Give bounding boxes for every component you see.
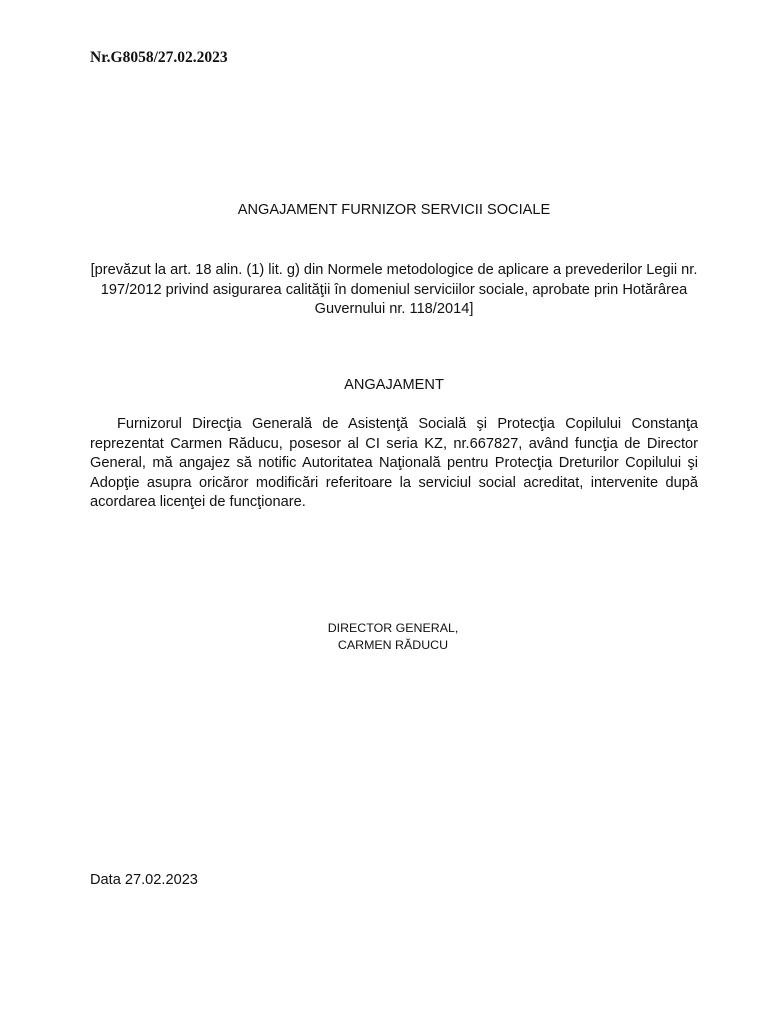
document-number: Nr.G8058/27.02.2023 bbox=[90, 49, 228, 66]
signatory-position: DIRECTOR GENERAL, bbox=[327, 621, 459, 635]
commitment-paragraph: Furnizorul Direcţia Generală de Asistenţă Socială şi Protecţia Copilului Constanţa reprezentat Carmen Răducu, posesor al CI seria KZ, nr.667827, având funcţia de Director General, mă angajez să notific Autoritatea Naţională pentru Protecţia Dreturilor Copilului şi Adopţie asupra oricăror modificări referitoare la serviciul social acreditat, intervenite după acordarea licenţei de funcţionare. bbox=[90, 416, 698, 510]
document-date: Data 27.02.2023 bbox=[90, 872, 198, 888]
signature-block bbox=[0, 620, 768, 654]
document-title: ANGAJAMENT FURNIZOR SERVICII SOCIALE bbox=[237, 202, 551, 218]
signatory-name: CARMEN RĂDUCU bbox=[337, 638, 449, 652]
legal-basis-text: [prevăzut la art. 18 alin. (1) lit. g) din Normele metodologice de aplicare a prevederilor Legii nr. 197/2012 privind asigurarea calităţii în domeniul serviciilor sociale, aprobate prin Hotărârea Guvernului nr. 118/2014] bbox=[90, 262, 698, 317]
section-heading: ANGAJAMENT bbox=[344, 377, 444, 393]
